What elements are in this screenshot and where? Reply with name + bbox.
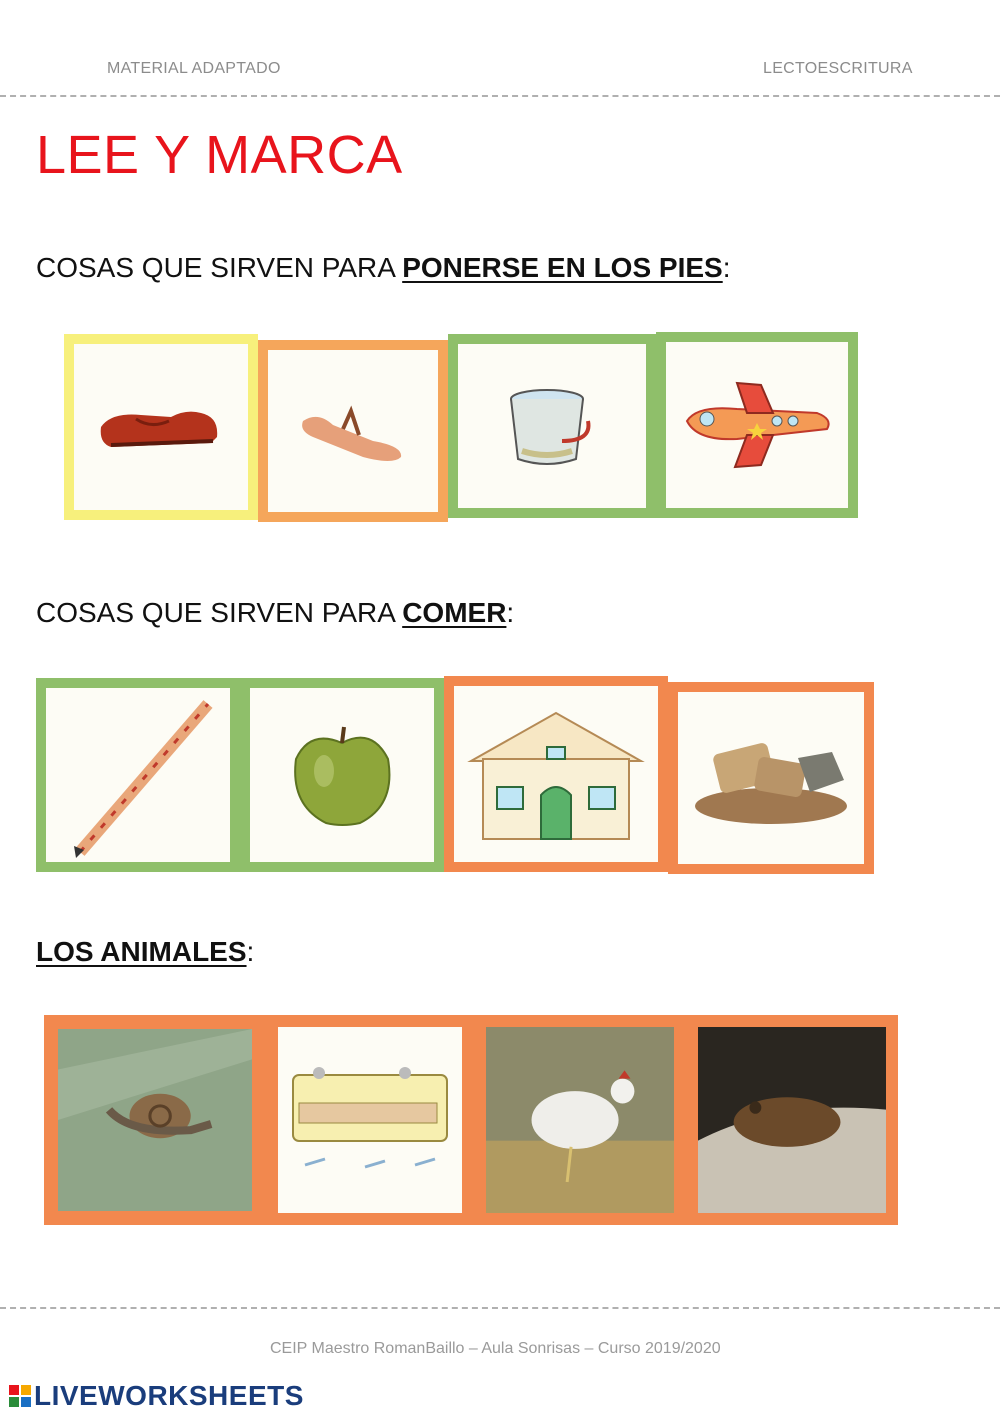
- card-frog[interactable]: [686, 1015, 898, 1225]
- question-emphasis: COMER: [402, 597, 507, 628]
- bus-icon: [285, 1055, 455, 1185]
- question-animals: [36, 936, 254, 968]
- brand: [8, 1380, 304, 1412]
- question-prefix: COSAS QUE SIRVEN PARA: [36, 252, 403, 283]
- question-suffix: :: [506, 597, 515, 628]
- hen-icon: [486, 1027, 674, 1213]
- card-row-animals: [44, 1015, 898, 1225]
- card-snail[interactable]: [44, 1015, 266, 1225]
- question-emphasis: LOS ANIMALES: [36, 936, 247, 967]
- airplane-icon: [677, 375, 837, 475]
- liveworksheets-logo-icon: [8, 1384, 32, 1408]
- card-bucket[interactable]: [448, 334, 656, 518]
- question-suffix: :: [246, 936, 255, 967]
- header-left: MATERIAL ADAPTADO: [107, 60, 281, 77]
- frog-icon: [698, 1027, 886, 1213]
- bread-icon: [686, 718, 856, 838]
- footer-divider: [0, 1307, 1000, 1309]
- card-bread[interactable]: [668, 682, 874, 874]
- card-hen[interactable]: [474, 1015, 686, 1225]
- card-shoe[interactable]: [64, 334, 258, 520]
- card-row-feet: [64, 334, 858, 522]
- card-house[interactable]: [444, 676, 668, 872]
- house-icon: [461, 699, 651, 849]
- question-emphasis: PONERSE EN LOS PIES: [402, 252, 723, 283]
- snail-icon: [58, 1029, 252, 1211]
- card-airplane[interactable]: [656, 332, 858, 518]
- bucket-icon: [502, 381, 602, 471]
- card-bus[interactable]: [266, 1015, 474, 1225]
- question-prefix: COSAS QUE SIRVEN PARA: [36, 597, 403, 628]
- card-pencil[interactable]: [36, 678, 240, 872]
- card-row-eat: [36, 678, 874, 874]
- header-divider: [0, 95, 1000, 97]
- brand-name: LIVEWORKSHEETS: [34, 1380, 304, 1411]
- card-apple[interactable]: [240, 678, 444, 872]
- question-suffix: :: [722, 252, 731, 283]
- header-right: LECTOESCRITURA: [763, 60, 913, 77]
- question-eat: [36, 597, 514, 629]
- page-title: LEE Y MARCA: [36, 125, 403, 185]
- sandal-icon: [293, 391, 413, 471]
- footer-credit: CEIP Maestro RomanBaillo – Aula Sonrisas – Curso 2019/2020: [270, 1340, 721, 1357]
- shoe-icon: [91, 387, 231, 467]
- pencil-icon: [58, 690, 218, 860]
- card-sandal[interactable]: [258, 340, 448, 522]
- question-feet: [36, 252, 731, 284]
- apple-icon: [282, 715, 402, 835]
